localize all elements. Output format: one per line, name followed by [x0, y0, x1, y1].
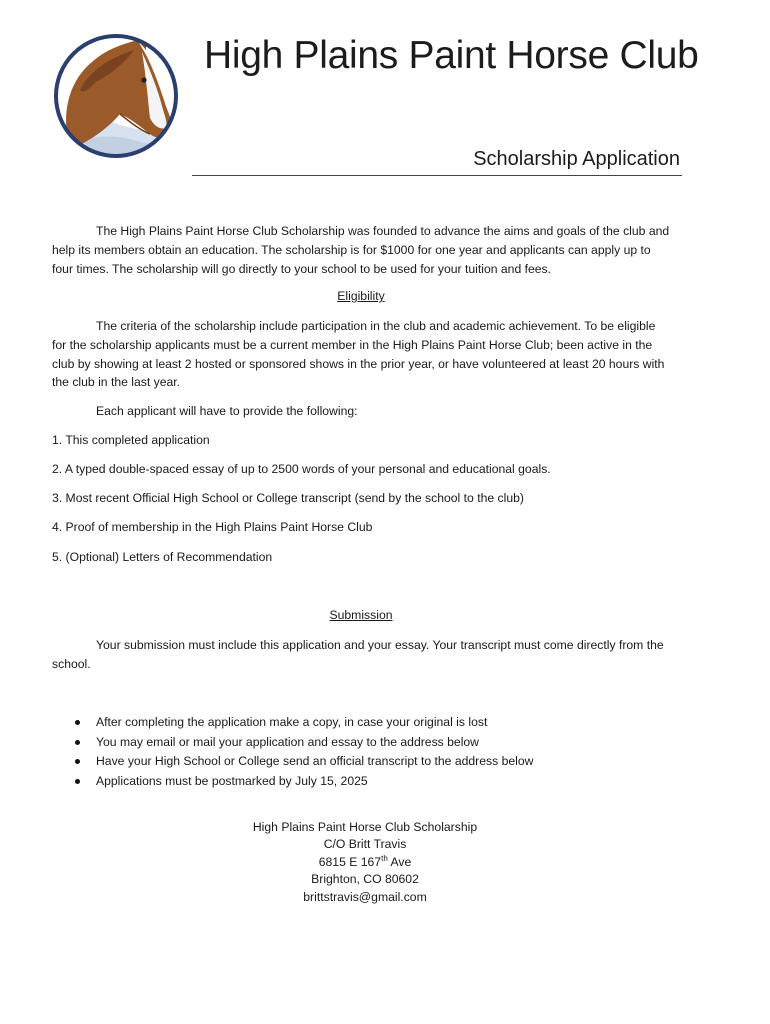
address-recipient: High Plains Paint Horse Club Scholarship — [252, 820, 478, 834]
requirement-item: 2. A typed double-spaced essay of up to 2500 words of your personal and educational goals. — [52, 462, 551, 476]
horse-head-logo-icon — [50, 30, 182, 162]
club-name-title: High Plains Paint Horse Club — [204, 34, 699, 77]
bullet-item — [52, 773, 533, 793]
mailing-address-block — [200, 819, 530, 906]
bullet-item — [52, 753, 533, 773]
eligibility-heading: Eligibility — [337, 289, 385, 303]
bullet-dot-icon — [75, 779, 80, 784]
address-care-of: C/O Britt Travis — [323, 837, 407, 852]
bullet-dot-icon — [75, 720, 80, 725]
bullet-text: After completing the application make a copy, in case your original is lost — [96, 715, 488, 729]
requirement-item: 5. (Optional) Letters of Recommendation — [52, 550, 273, 564]
submission-paragraph: Your submission must include this application and your essay. Your transcript must come directly from the school. — [52, 638, 664, 671]
document-title: Scholarship Application — [473, 148, 680, 170]
bullet-text: Applications must be postmarked by July 15, 2025 — [96, 773, 368, 788]
requirement-item: 1. This completed application — [52, 433, 210, 447]
bullet-dot-icon — [75, 759, 80, 764]
bullet-item — [52, 734, 533, 754]
intro-paragraph: The High Plains Paint Horse Club Scholarship was founded to advance the aims and goals of the club and help its members obtain an education. The scholarship is for $1000 for one year and applicants can apply up to four times. The scholarship will go directly to your school to be used for your tuition and fees. — [52, 224, 670, 276]
requirement-item: 3. Most recent Official High School or College transcript (send by the school to the club) — [52, 491, 524, 505]
address-street: 6815 E 167th Ave — [318, 853, 412, 869]
address-email: brittstravis@gmail.com — [303, 889, 427, 904]
bullet-dot-icon — [75, 740, 80, 745]
bullet-text: You may email or mail your application and essay to the address below — [96, 734, 479, 749]
title-divider — [192, 175, 682, 176]
bullet-text: Have your High School or College send an official transcript to the address below — [96, 754, 534, 768]
requirements-intro: Each applicant will have to provide the following: — [96, 404, 358, 418]
eligibility-paragraph: The criteria of the scholarship include participation in the club and academic achievement. To be eligible for the scholarship applicants must be a current member in the High Plains Paint Horse Club; been active in the club by showing at least 2 hosted or sponsored shows in the prior year, or have volunteered at least 20 hours with the club in the last year. — [52, 319, 665, 390]
bullet-item — [52, 714, 533, 734]
submission-heading: Submission — [329, 608, 393, 622]
submission-bullet-list — [52, 714, 533, 792]
requirement-item: 4. Proof of membership in the High Plains Paint Horse Club — [52, 520, 373, 534]
address-city-state-zip: Brighton, CO 80602 — [311, 872, 419, 887]
